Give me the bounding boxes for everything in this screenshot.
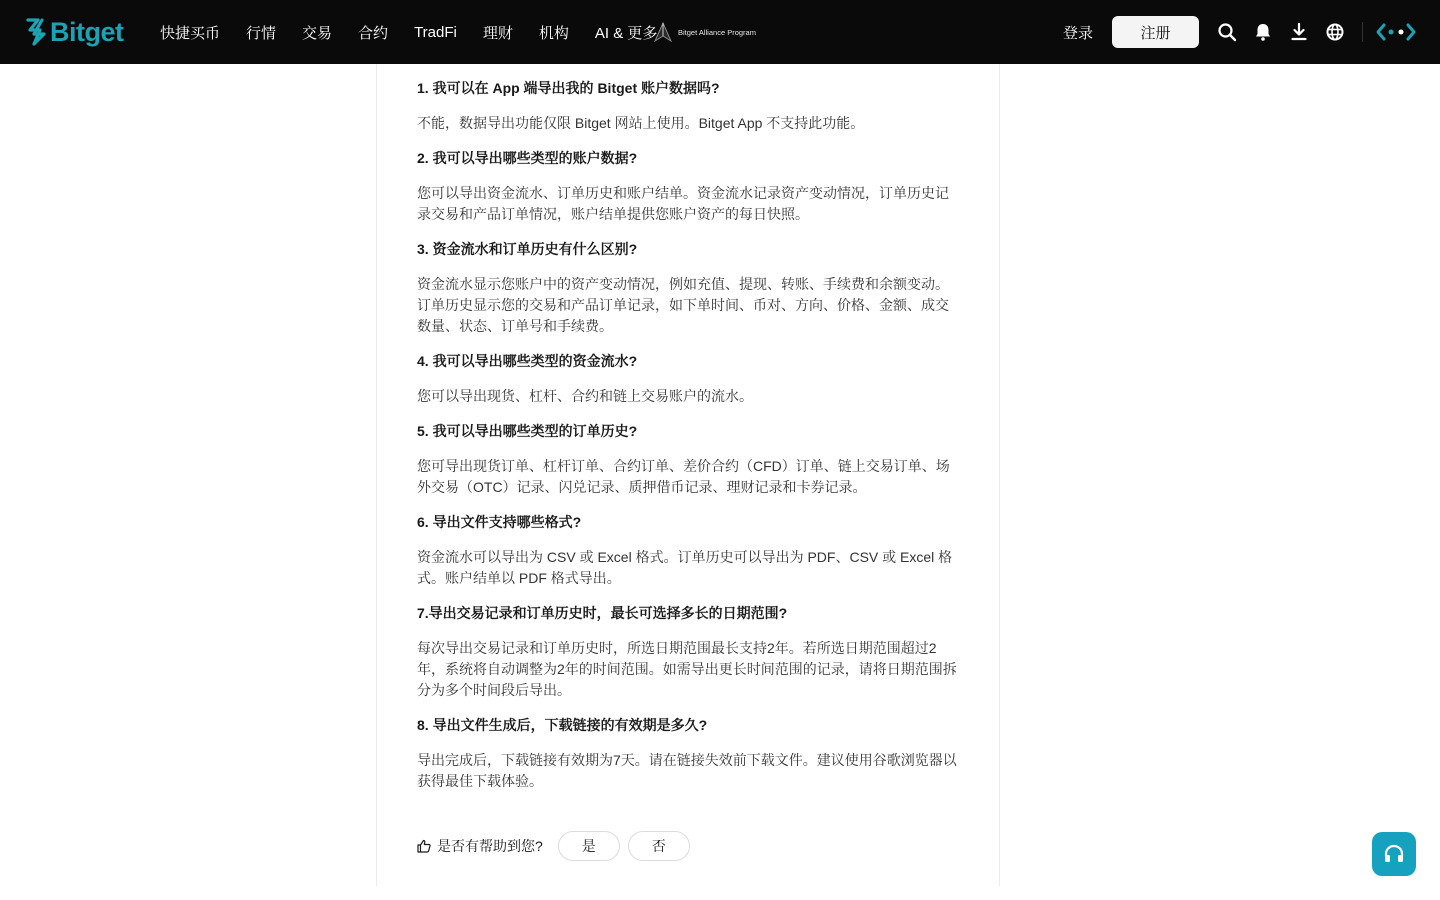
faq-question: 7.导出交易记录和订单历史时，最长可选择多长的日期范围? bbox=[417, 605, 788, 621]
feedback-no-button[interactable]: 否 bbox=[628, 831, 690, 861]
nav-item-markets[interactable]: 行情 bbox=[246, 24, 277, 42]
download-icon[interactable] bbox=[1289, 22, 1309, 42]
register-button-label: 注册 bbox=[1140, 24, 1171, 42]
customer-support-button[interactable] bbox=[1372, 832, 1416, 876]
headset-icon bbox=[1383, 843, 1405, 865]
nav-item-ai-more[interactable]: AI & 更多 bbox=[594, 24, 658, 42]
search-icon[interactable] bbox=[1217, 22, 1237, 42]
faq-question: 4. 我可以导出哪些类型的资金流水? bbox=[417, 353, 638, 369]
faq-question: 2. 我可以导出哪些类型的账户数据? bbox=[417, 150, 638, 166]
alliance-program-link[interactable] bbox=[654, 22, 756, 42]
faq-answer: 资金流水显示您账户中的资产变动情况，例如充值、提现、转账、手续费和余额变动。订单历史显示您的交易和产品订单记录，如下单时间、币对、方向、价格、金额、成交数量、状态、订单号和手续费。 bbox=[417, 276, 949, 334]
feedback-question: 是否有帮助到您? bbox=[437, 838, 543, 854]
brand-name: Bitget bbox=[50, 16, 124, 47]
faq-answer: 您可以导出资金流水、订单历史和账户结单。资金流水记录资产变动情况，订单历史记录交易和产品订单情况，账户结单提供您账户资产的每日快照。 bbox=[417, 185, 949, 222]
faq-answer: 导出完成后，下载链接有效期为7天。请在链接失效前下载文件。建议使用谷歌浏览器以获得最佳下载体验。 bbox=[417, 752, 957, 789]
faq-question: 6. 导出文件支持哪些格式? bbox=[417, 514, 582, 530]
article-column bbox=[376, 64, 1000, 886]
nav-item-quick-buy[interactable]: 快捷买币 bbox=[160, 24, 221, 42]
bitget-logo[interactable] bbox=[24, 16, 124, 48]
faq-question: 5. 我可以导出哪些类型的订单历史? bbox=[417, 423, 638, 439]
faq-answer: 每次导出交易记录和订单历史时，所选日期范围最长支持2年。若所选日期范围超过2年，系统将自动调整为2年的时间范围。如需导出更长时间范围的记录，请将日期范围拆分为多个时间段后导出。 bbox=[417, 640, 957, 698]
register-button[interactable] bbox=[1112, 16, 1199, 48]
bitget-logo-icon bbox=[24, 17, 48, 47]
alliance-program-label: Bitget Alliance Program bbox=[678, 27, 756, 37]
feedback-yes-button[interactable]: 是 bbox=[558, 831, 620, 861]
bell-icon[interactable] bbox=[1253, 22, 1273, 42]
globe-icon[interactable] bbox=[1325, 22, 1345, 42]
faq-answer: 您可以导出现货、杠杆、合约和链上交易账户的流水。 bbox=[417, 388, 753, 404]
community-icon[interactable] bbox=[1376, 22, 1416, 42]
nav-item-trade[interactable]: 交易 bbox=[302, 24, 333, 42]
nav-item-institutional[interactable]: 机构 bbox=[538, 24, 569, 42]
header-divider bbox=[1362, 22, 1363, 42]
alliance-logo-icon bbox=[654, 22, 672, 42]
feedback-bar bbox=[417, 830, 698, 862]
faq-question: 8. 导出文件生成后，下载链接的有效期是多久? bbox=[417, 717, 708, 733]
main-nav bbox=[160, 0, 683, 64]
nav-item-tradfi[interactable]: TradFi bbox=[414, 23, 457, 41]
login-link[interactable]: 登录 bbox=[1063, 25, 1094, 42]
faq-answer: 您可导出现货订单、杠杆订单、合约订单、差价合约（CFD）订单、链上交易订单、场外交易（OTC）记录、闪兑记录、质押借币记录、理财记录和卡券记录。 bbox=[417, 458, 950, 495]
nav-item-earn[interactable]: 理财 bbox=[482, 24, 513, 42]
faq-answer: 资金流水可以导出为 CSV 或 Excel 格式。订单历史可以导出为 PDF、CSV 或 Excel 格式。账户结单以 PDF 格式导出。 bbox=[417, 549, 953, 586]
top-navigation-bar bbox=[0, 0, 1440, 64]
faq-answer: 不能，数据导出功能仅限 Bitget 网站上使用。Bitget App 不支持此功能。 bbox=[417, 115, 865, 131]
faq-question: 1. 我可以在 App 端导出我的 Bitget 账户数据吗? bbox=[417, 80, 720, 96]
faq-question: 3. 资金流水和订单历史有什么区别? bbox=[417, 241, 638, 257]
nav-item-futures[interactable]: 合约 bbox=[358, 24, 389, 42]
thumbs-up-icon bbox=[417, 839, 431, 853]
